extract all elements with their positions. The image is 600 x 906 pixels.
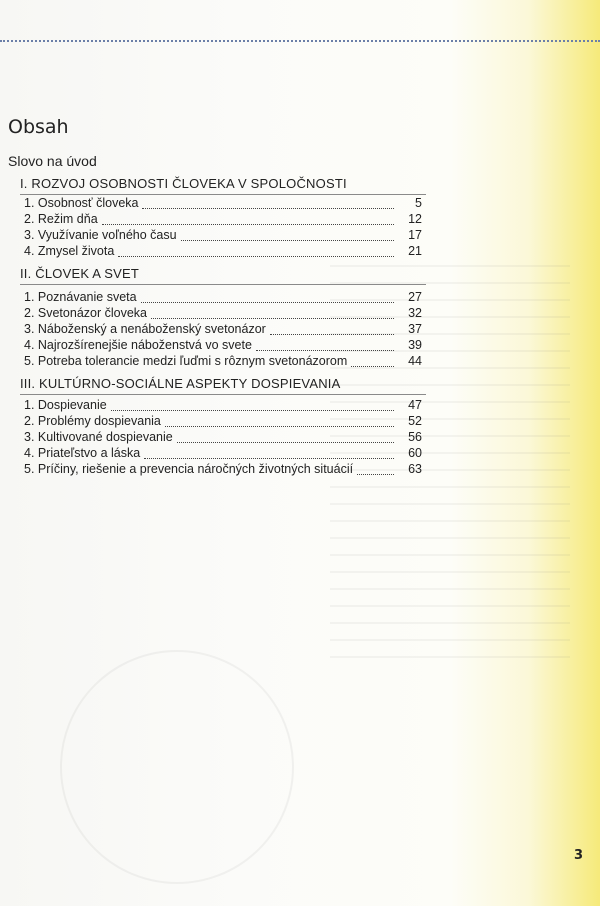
leader-dots [142,207,394,209]
bleed-through-globe [60,650,294,884]
toc-entry-page: 63 [408,462,422,476]
toc-entry [24,212,422,228]
toc-entry-page: 52 [408,414,422,428]
toc-entry-title: 3. Náboženský a nenáboženský svetonázor [24,322,266,336]
toc-entry-title: 1. Dospievanie [24,398,107,412]
toc-entry-title: 5. Potreba tolerancie medzi ľuďmi s rôznym svetonázorom [24,354,348,368]
toc-entry [24,462,422,478]
leader-dots [151,317,394,319]
toc-entry [24,446,422,462]
toc-entry-title: 3. Využívanie voľného času [24,228,177,242]
toc-entry-page: 5 [415,196,422,210]
toc-entry-title: 2. Svetonázor človeka [24,306,147,320]
toc-entry-title: 4. Zmysel života [24,244,115,258]
toc-entry [24,398,422,414]
toc-entry-page: 21 [408,244,422,258]
section-title: I. ROZVOJ OSOBNOSTI ČLOVEKA V SPOLOČNOSTI [20,176,347,191]
toc-entry-title: 5. Príčiny, riešenie a prevencia náročných životných situácií [24,462,354,476]
top-dotted-rule [0,40,600,42]
toc-entry [24,430,422,446]
leader-dots [102,223,394,225]
section-rule [20,394,426,395]
toc-entry-page: 44 [408,354,422,368]
leader-dots [111,409,394,411]
toc-entry [24,244,422,260]
toc-entry-page: 37 [408,322,422,336]
toc-entry-title: 2. Problémy dospievania [24,414,161,428]
section-title: III. KULTÚRNO-SOCIÁLNE ASPEKTY DOSPIEVANIA [20,376,341,391]
toc-intro-entry: Slovo na úvod [8,153,97,169]
leader-dots [256,349,394,351]
leader-dots [141,301,394,303]
toc-entry-page: 27 [408,290,422,304]
leader-dots [351,365,394,367]
leader-dots [144,457,394,459]
toc-entry-page: 56 [408,430,422,444]
toc-entry-page: 47 [408,398,422,412]
toc-entry-title: 1. Poznávanie sveta [24,290,137,304]
toc-entry [24,290,422,306]
toc-entry [24,306,422,322]
section-rule [20,284,426,285]
toc-entry [24,414,422,430]
leader-dots [181,239,394,241]
leader-dots [165,425,394,427]
leader-dots [357,473,394,475]
toc-entry-title: 2. Režim dňa [24,212,98,226]
toc-entry-page: 39 [408,338,422,352]
toc-entry-page: 17 [408,228,422,242]
toc-entry-page: 32 [408,306,422,320]
section-rule [20,194,426,195]
leader-dots [118,255,394,257]
toc-entry [24,196,422,212]
toc-entry-title: 3. Kultivované dospievanie [24,430,173,444]
leader-dots [270,333,394,335]
toc-entry [24,322,422,338]
toc-entry-page: 60 [408,446,422,460]
toc-entry-title: 4. Najrozšírenejšie náboženstvá vo svete [24,338,252,352]
leader-dots [177,441,394,443]
toc-entry-page: 12 [408,212,422,226]
toc-entry [24,338,422,354]
section-title: II. ČLOVEK A SVET [20,266,140,281]
toc-entry [24,354,422,370]
page-number: 3 [574,848,584,863]
bleed-through-background [95,60,515,104]
toc-entry-title: 1. Osobnosť človeka [24,196,139,210]
toc-heading: Obsah [8,116,69,138]
toc-entry [24,228,422,244]
toc-entry-title: 4. Priateľstvo a láska [24,446,141,460]
